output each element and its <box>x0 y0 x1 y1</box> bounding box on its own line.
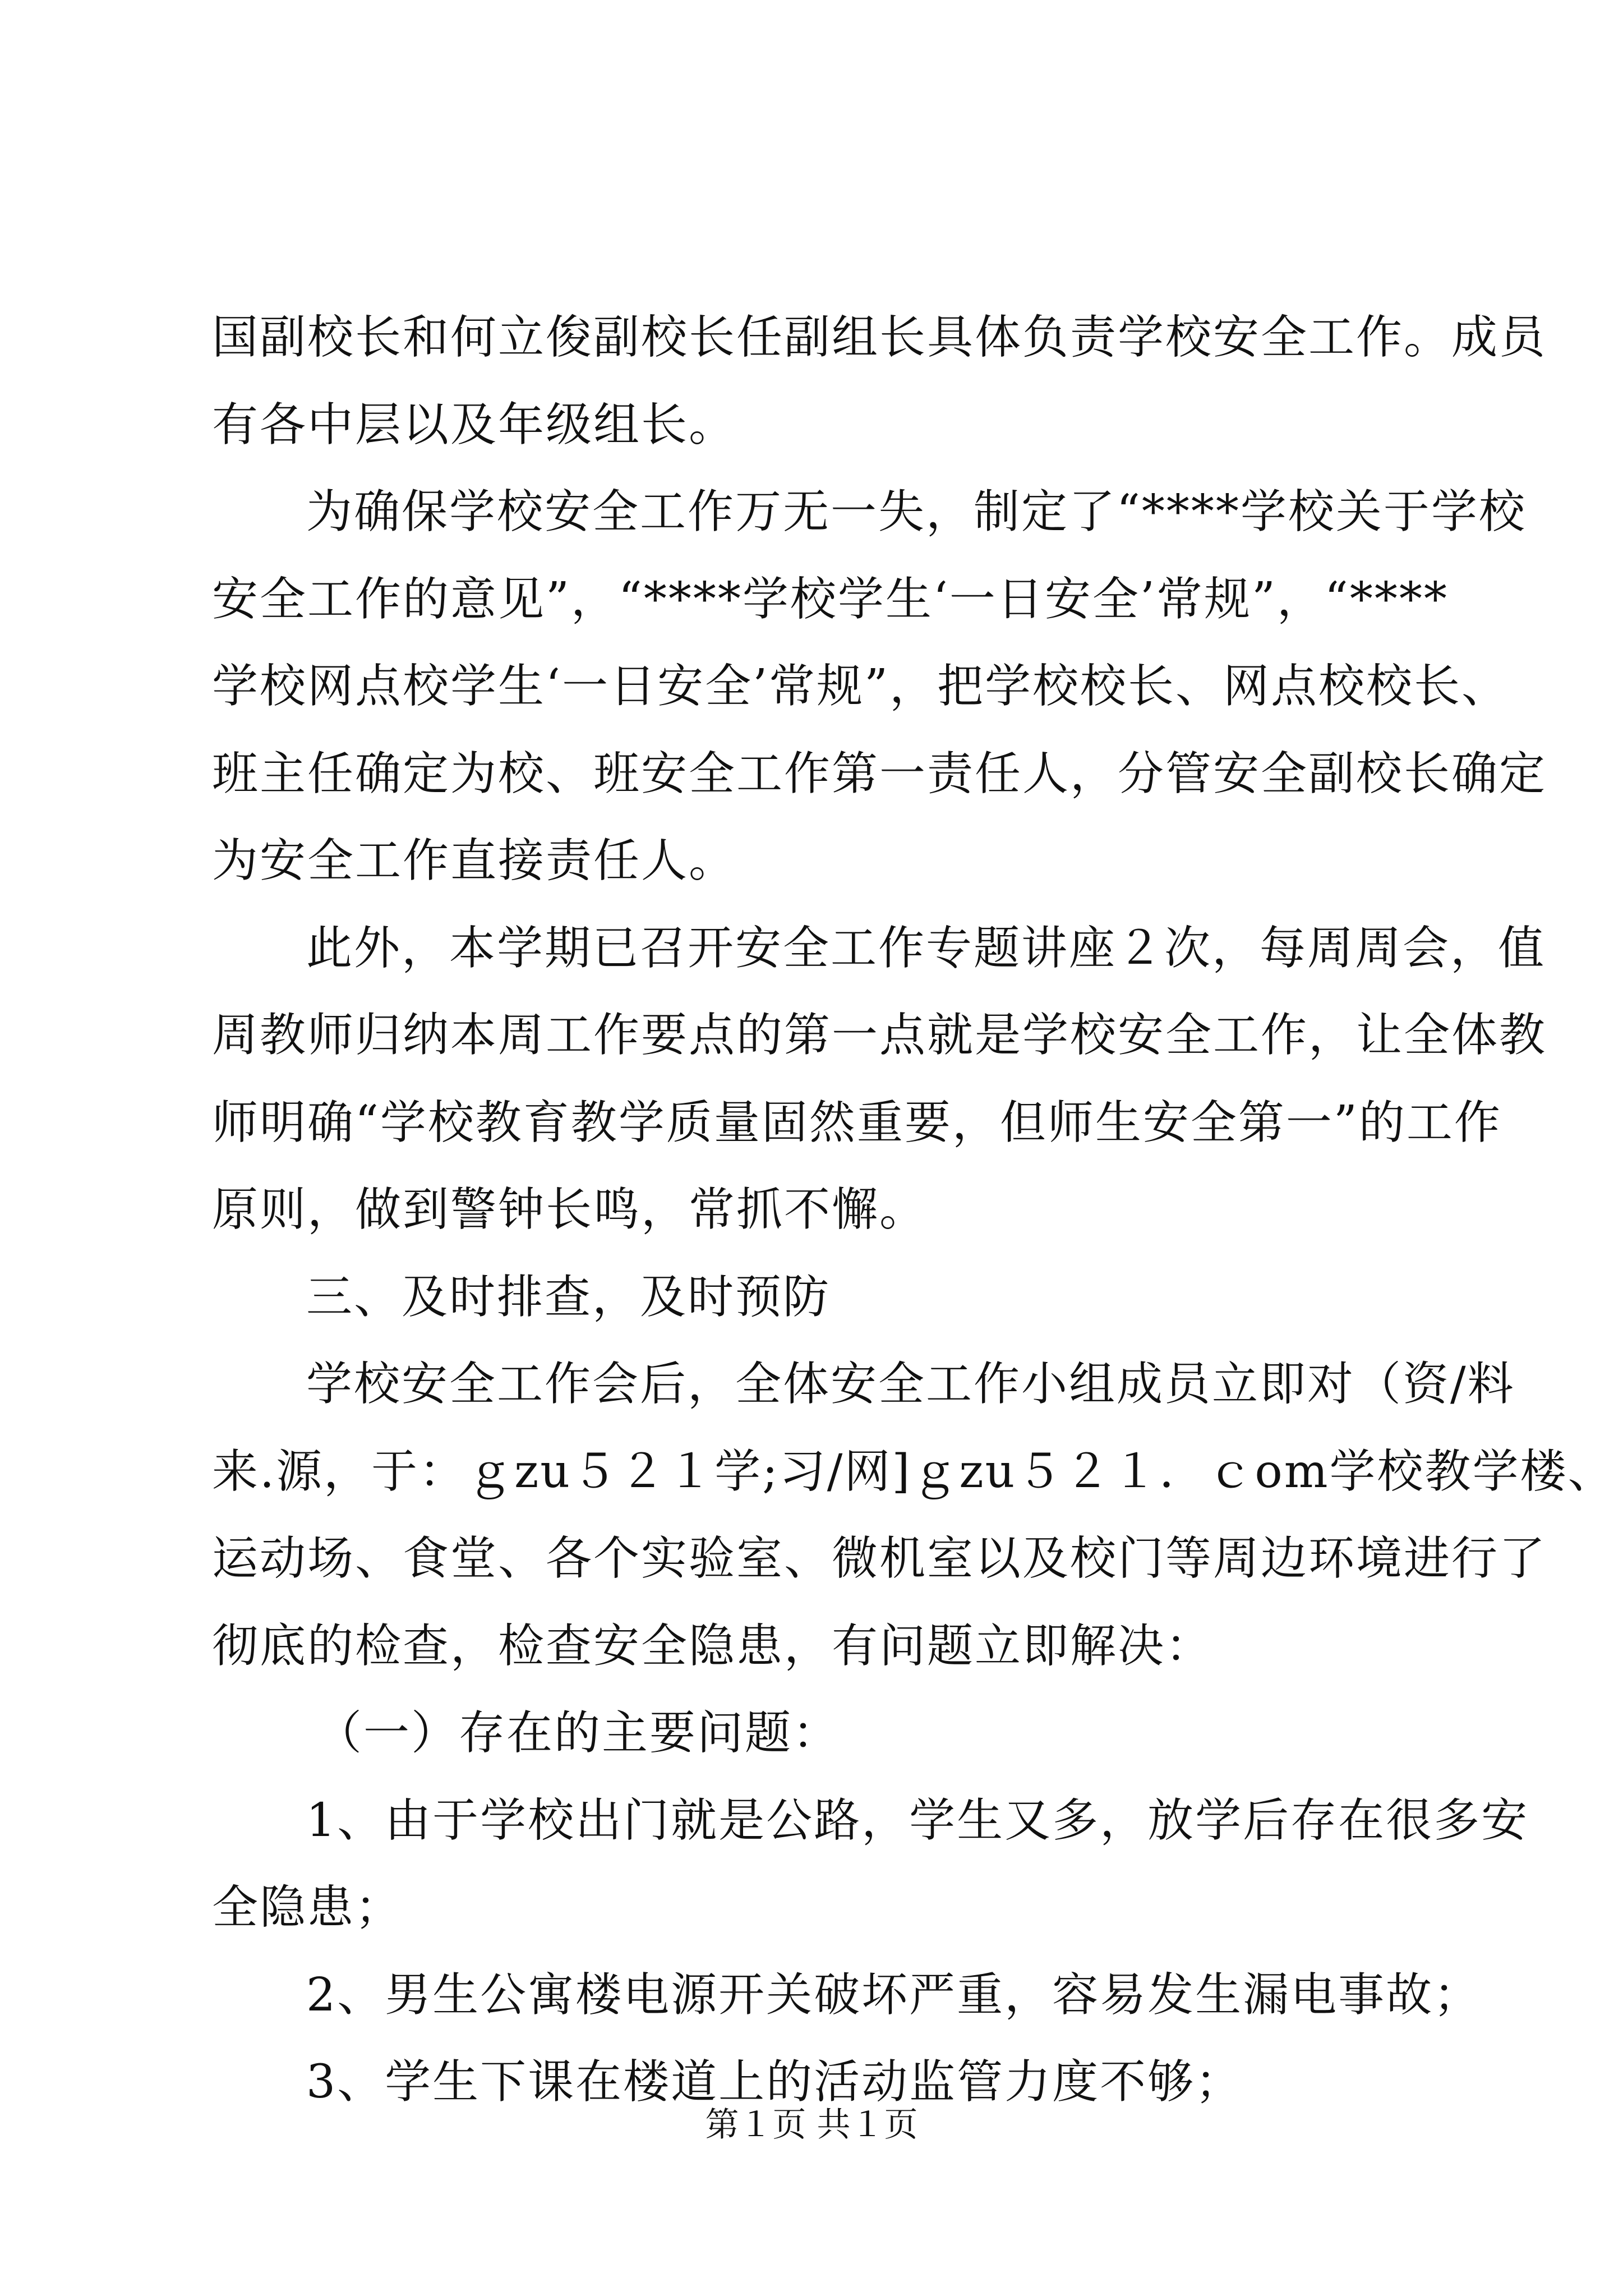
paragraph-start: 此外，本学期已召开安全工作专题讲座２次，每周周会，值 <box>306 921 1546 975</box>
text-line: 安全工作的意见”，“****学校学生‘一日安全’常规”，“**** <box>212 572 1449 626</box>
text-line: 运动场、食堂、各个实验室、微机室以及校门等周边环境进行了 <box>212 1532 1547 1585</box>
text-line: 原则，做到警钟长鸣，常抓不懈。 <box>212 1183 928 1236</box>
text-line: 有各中层以及年级组长。 <box>212 398 737 452</box>
text-line: 师明确“学校教育教学质量固然重要，但师生安全第一”的工作 <box>212 1096 1502 1149</box>
subsection-heading: （一）存在的主要问题： <box>316 1706 841 1760</box>
section-heading: 三、及时排查，及时预防 <box>306 1270 831 1324</box>
text-line: 全隐患； <box>212 1881 403 1934</box>
text-line: 彻底的检查，检查安全隐患，有问题立即解决： <box>212 1619 1214 1673</box>
text-line: 为安全工作直接责任人。 <box>212 834 737 887</box>
text-line: 来.源，于：ｇzu５２１学;习/网]ｇzu５２１．ｃom学校教学楼、 <box>212 1444 1616 1498</box>
paragraph-start: 为确保学校安全工作万无一失，制定了“****学校关于学校 <box>306 485 1527 539</box>
list-item: 2、男生公寓楼电源开关破坏严重，容易发生漏电事故； <box>306 1968 1482 2022</box>
page-footer: 第１页 共１页 <box>705 2105 918 2145</box>
text-line: 班主任确定为校、班安全工作第一责任人，分管安全副校长确定 <box>212 747 1547 800</box>
list-item: 1、由于学校出门就是公路，学生又多，放学后存在很多安 <box>306 1793 1529 1847</box>
paragraph-start: 学校安全工作会后，全体安全工作小组成员立即对（资/料 <box>306 1358 1515 1411</box>
text-line: 国副校长和何立俊副校长任副组长具体负责学校安全工作。成员 <box>212 311 1547 364</box>
document-body <box>212 294 1616 2126</box>
list-item: 3、学生下课在楼道上的活动监管力度不够； <box>306 2055 1243 2109</box>
text-line: 学校网点校学生‘一日安全’常规”，把学校校长、网点校校长、 <box>212 660 1510 713</box>
text-line: 周教师归纳本周工作要点的第一点就是学校安全工作，让全体教 <box>212 1009 1547 1062</box>
